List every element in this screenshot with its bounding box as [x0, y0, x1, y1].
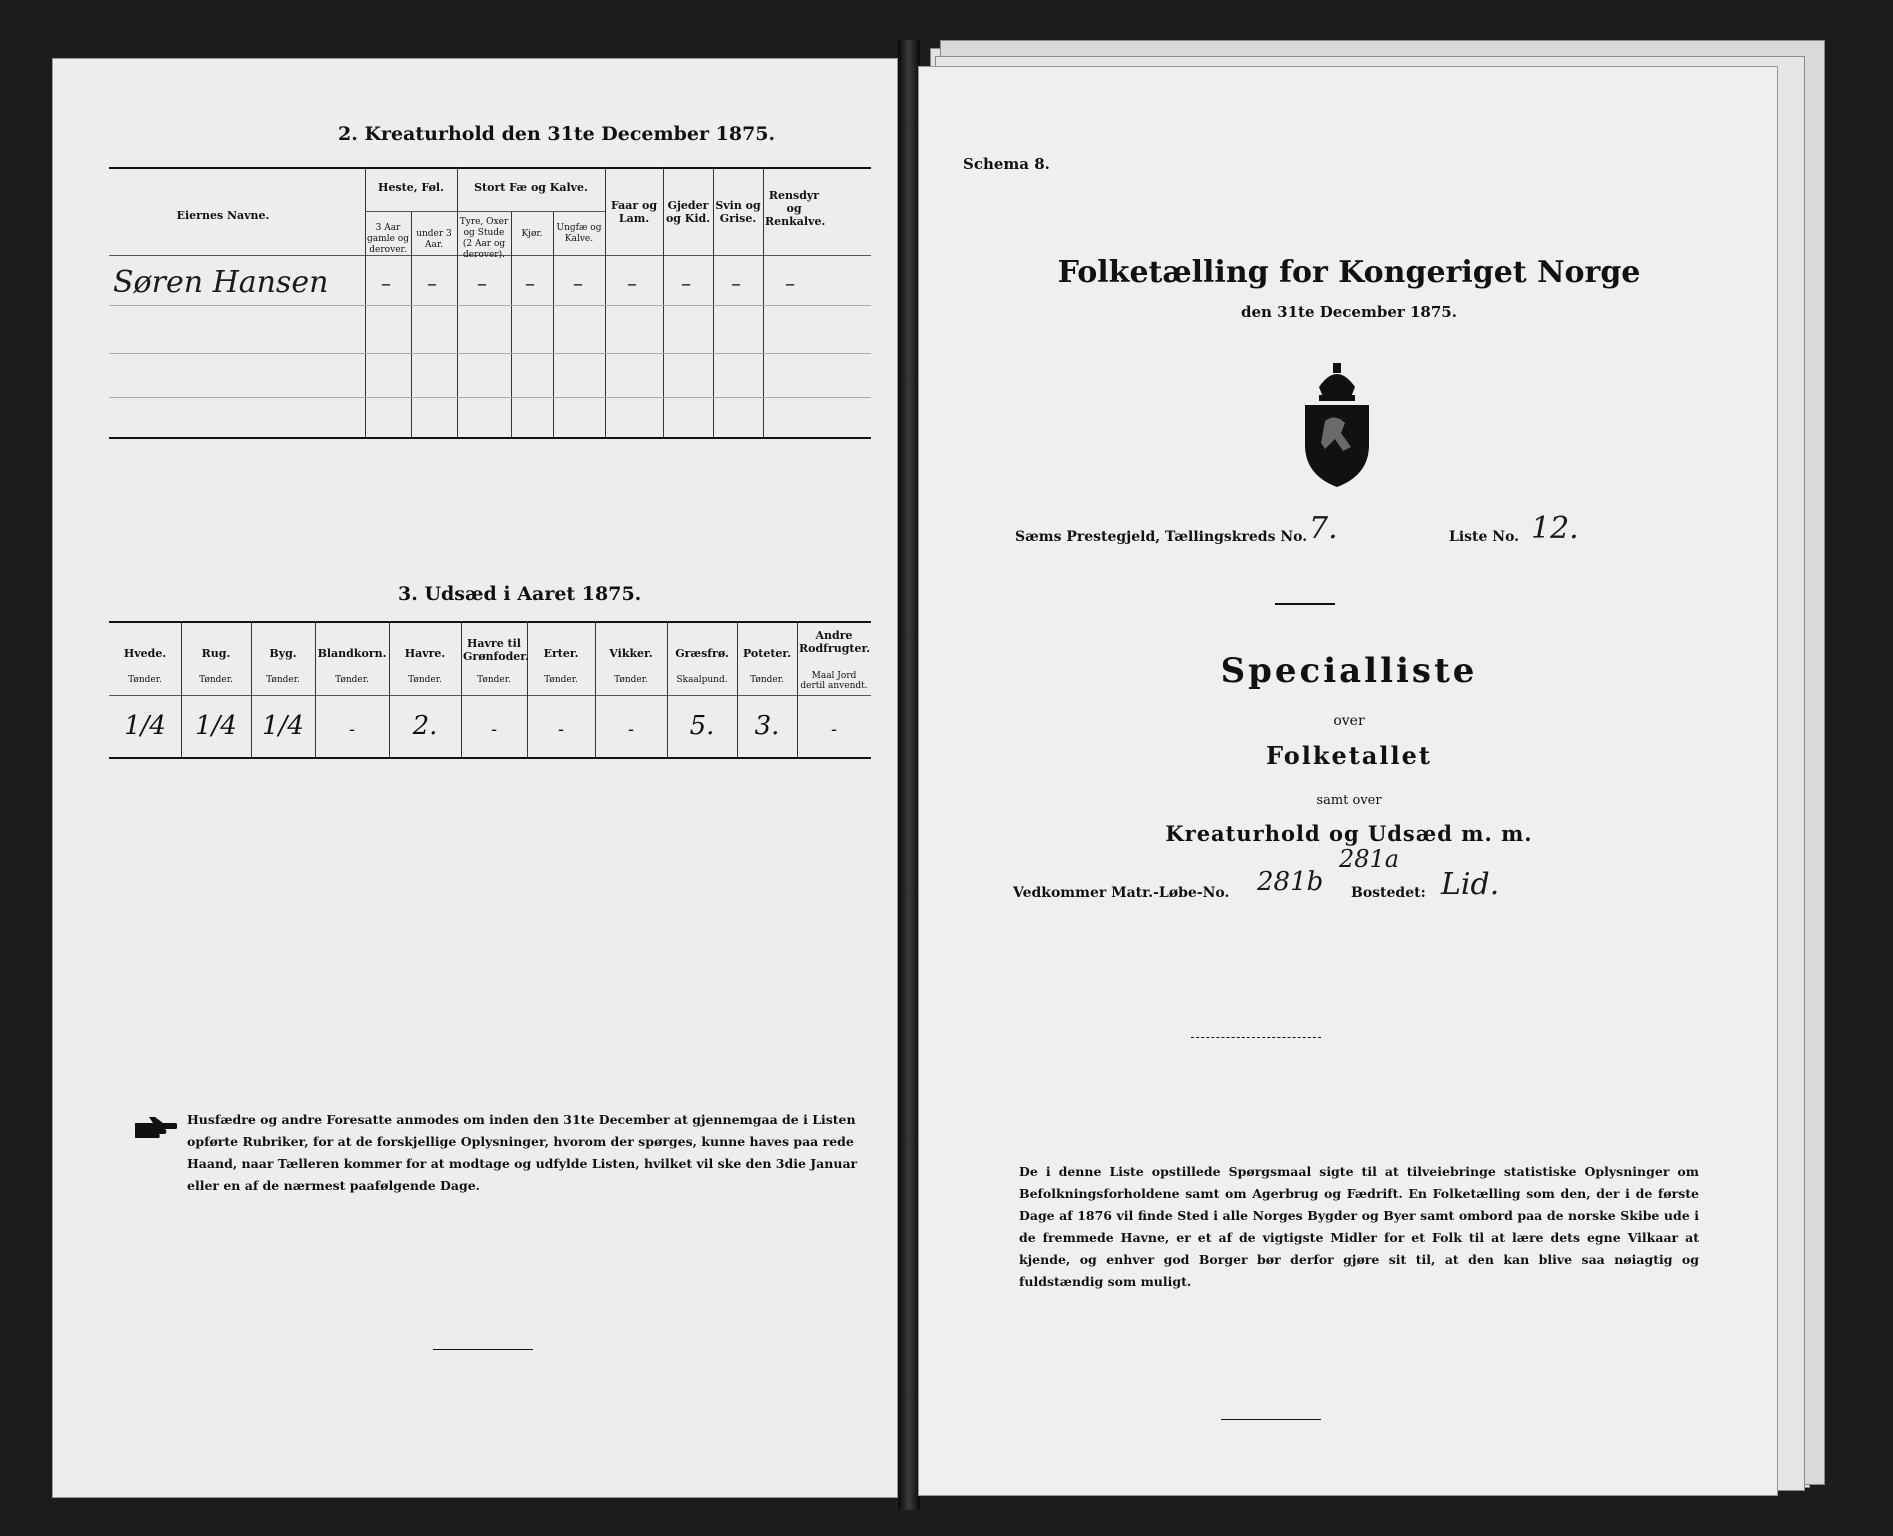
- graesfro-value: 5.: [689, 711, 715, 741]
- hvede-unit: Tønder.: [128, 675, 162, 685]
- havre-unit: Tønder.: [408, 675, 442, 685]
- table2-bottom-rule: [109, 437, 871, 439]
- havre-header: Havre.: [404, 647, 446, 660]
- gjeder-header: Gjeder og Kid.: [665, 199, 711, 225]
- vikker-unit: Tønder.: [614, 675, 648, 685]
- rensdyr-header: Rensdyr og Renkalve.: [765, 189, 826, 228]
- liste-label: Liste No.: [1449, 529, 1520, 545]
- erter-unit: Tønder.: [544, 675, 578, 685]
- svin-value: –: [731, 271, 741, 295]
- hvede-header: Hvede.: [123, 647, 167, 660]
- document-title: Folketælling for Kongeriget Norge: [1057, 255, 1641, 290]
- schema-label: Schema 8.: [963, 155, 1050, 173]
- stort-sub3-value: –: [573, 271, 583, 295]
- graesfro-header: Græsfrø.: [675, 647, 729, 660]
- heste-sub2-value: –: [427, 271, 437, 295]
- poteter-header: Poteter.: [742, 647, 792, 660]
- stort-sub3-header: Ungfæ og Kalve.: [556, 223, 602, 244]
- hvede-value: 1/4: [124, 711, 166, 741]
- natr-number: 281b: [1257, 867, 1324, 897]
- byg-value: 1/4: [262, 711, 304, 741]
- stort-group-header: Stort Fæ og Kalve.: [474, 181, 588, 194]
- prestegjeld-label: Sæms Prestegjeld, Tællingskreds No.: [1015, 529, 1308, 545]
- andre-rodfrugter-value: -: [830, 719, 838, 740]
- stort-sub1-value: –: [477, 271, 487, 295]
- vikker-header: Vikker.: [609, 647, 653, 660]
- erter-header: Erter.: [543, 647, 579, 660]
- gjeder-value: –: [681, 271, 691, 295]
- kreaturhold-heading: Kreaturhold og Udsæd m. m.: [1165, 821, 1533, 846]
- erter-value: -: [557, 719, 565, 740]
- coat-of-arms-icon: [1289, 361, 1385, 493]
- table2-row-rule: [109, 305, 871, 306]
- section2-title: 2. Kreaturhold den 31te December 1875.: [338, 123, 776, 145]
- table2-top-rule: [109, 167, 871, 169]
- table2-subgroup-rule: [365, 211, 605, 212]
- book-spine: [898, 40, 920, 1510]
- section3-title: 3. Udsæd i Aaret 1875.: [398, 583, 642, 605]
- right-footer-rule: [1221, 1419, 1321, 1420]
- tellingskreds-number: 7.: [1309, 511, 1338, 546]
- andre-rodfrugter-header: Andre Rodfrugter.: [799, 629, 871, 655]
- byg-unit: Tønder.: [266, 675, 300, 685]
- blandkorn-unit: Tønder.: [335, 675, 369, 685]
- folketallet-heading: Folketallet: [1266, 741, 1432, 770]
- heste-sub2-header: under 3 Aar.: [416, 229, 452, 250]
- left-page: [52, 58, 898, 1498]
- owner-column-header: Eiernes Navne.: [176, 209, 270, 222]
- table2-col-rule: [511, 211, 512, 437]
- specialliste-heading: Specialliste: [1220, 651, 1478, 691]
- right-page: [918, 66, 1778, 1496]
- pointing-hand-icon: [133, 1115, 177, 1145]
- table3-top-rule: [109, 621, 871, 623]
- stort-sub2-value: –: [525, 271, 535, 295]
- table3-col-rule: [797, 621, 798, 757]
- havre-gronfoder-unit: Tønder.: [477, 675, 511, 685]
- blandkorn-value: -: [348, 719, 356, 740]
- stort-sub2-header: Kjør.: [521, 229, 543, 239]
- rensdyr-value: –: [785, 271, 795, 295]
- mid-divider: [1191, 1037, 1321, 1038]
- byg-header: Byg.: [269, 647, 297, 660]
- rug-unit: Tønder.: [199, 675, 233, 685]
- poteter-value: 3.: [754, 711, 780, 741]
- over-text-1: over: [1333, 713, 1365, 729]
- left-footer-rule: [433, 1349, 533, 1350]
- info-text: De i denne Liste opstillede Spørgsmaal sigte til at tilveiebringe statistiske Oplysninger om Befolkningsforholdene samt om Agerbrug og Fædrift. En Folketælling som den, der i de første Dage af 1876 vil finde Sted i alle Norges Bygder og Byer samt ombord paa de norske Skibe ude i de fremmede Havne, er et af de vigtigste Midler for et Folk til at lære dets egne Vilkaar at kjende, og enhver god Borger bør derfor gjøre sit til, at den kan blive saa nøiagtig og fuldstændig som muligt.: [1019, 1164, 1699, 1289]
- liste-number: 12.: [1531, 511, 1579, 546]
- heste-sub1-value: –: [381, 271, 391, 295]
- havre-gronfoder-value: -: [490, 719, 498, 740]
- title-divider: [1275, 603, 1335, 605]
- natr-number-above: 281a: [1339, 845, 1400, 873]
- vikker-value: -: [627, 719, 635, 740]
- havre-gronfoder-header: Havre til Grønfoder.: [463, 637, 529, 663]
- natr-label: Vedkommer Matr.-Løbe-No.: [1013, 885, 1230, 901]
- table2-row-rule: [109, 353, 871, 354]
- samt-over-text: samt over: [1316, 793, 1382, 808]
- document-date: den 31te December 1875.: [1241, 303, 1457, 321]
- bostedet-label: Bostedet:: [1351, 885, 1426, 901]
- heste-group-header: Heste, Føl.: [378, 181, 444, 194]
- poteter-unit: Tønder.: [750, 675, 784, 685]
- rug-value: 1/4: [195, 711, 237, 741]
- blandkorn-header: Blandkorn.: [317, 647, 387, 660]
- faar-header: Faar og Lam.: [610, 199, 658, 225]
- andre-rodfrugter-unit: Maal Jord dertil anvendt.: [800, 671, 868, 691]
- bostedet-value: Lid.: [1441, 867, 1500, 902]
- svin-header: Svin og Grise.: [715, 199, 761, 225]
- havre-value: 2.: [412, 711, 438, 741]
- table3-header-rule: [109, 695, 871, 696]
- rug-header: Rug.: [201, 647, 231, 660]
- heste-sub1-header: 3 Aar gamle og derover.: [367, 223, 409, 255]
- stort-sub1-header: Tyre, Oxer og Stude (2 Aar og derover).: [459, 217, 509, 260]
- table2-row-rule: [109, 397, 871, 398]
- owner-name: Søren Hansen: [113, 265, 329, 300]
- faar-value: –: [627, 271, 637, 295]
- graesfro-unit: Skaalpund.: [676, 675, 728, 685]
- table3-bottom-rule: [109, 757, 871, 759]
- notice-text: Husfædre og andre Foresatte anmodes om inden den 31te December at gjennemgaa de i Listen opførte Rubriker, for at de forskjellige Oplysninger, hvorom der spørges, kunne haves paa rede Haand, naar Tælleren kommer for at modtage og udfylde Listen, hvilket vil ske den 3die Januar eller en af de nærmest paafølgende Dage.: [187, 1112, 858, 1193]
